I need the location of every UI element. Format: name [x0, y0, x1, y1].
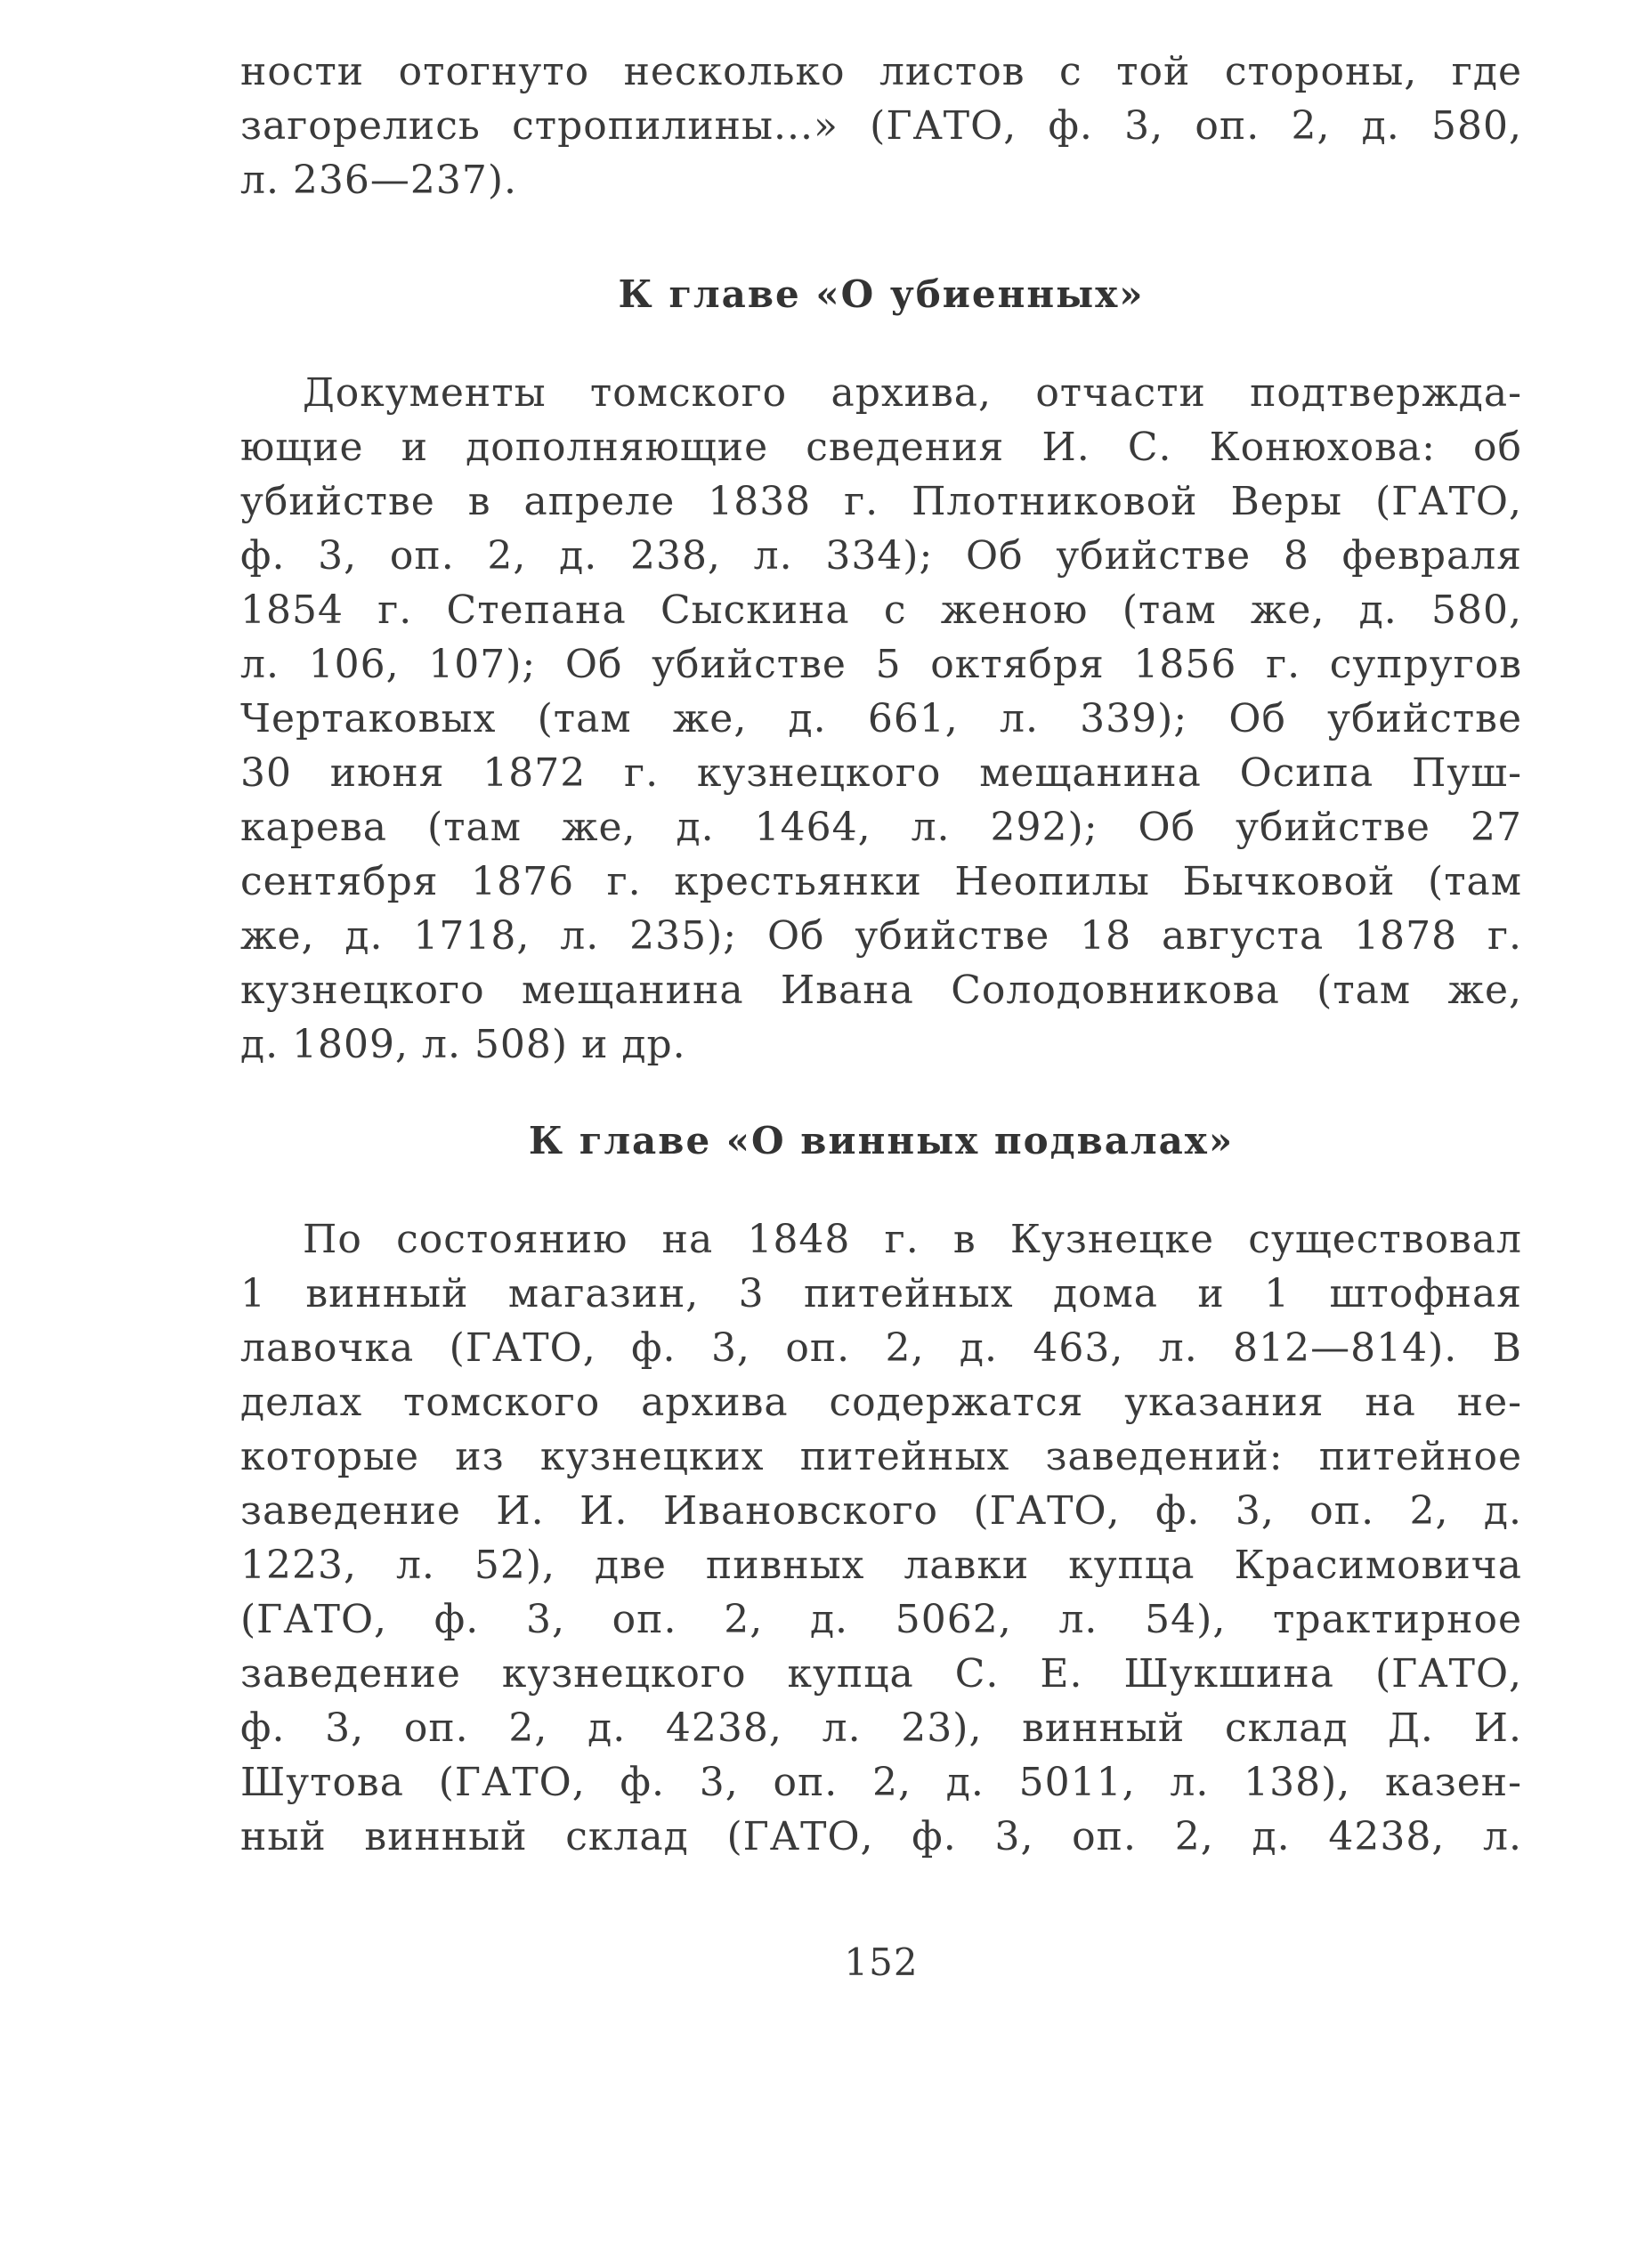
text-line: ности отогнуто несколько листов с той стороны, где	[240, 49, 1522, 94]
text-line: 30 июня 1872 г. кузнецкого мещанина Осипа Пуш-	[240, 750, 1522, 796]
text-line: По состоянию на 1848 г. в Кузнецке существовал	[303, 1217, 1522, 1262]
text-line: которые из кузнецких питейных заведений: питейное	[240, 1434, 1522, 1479]
text-line: лавочка (ГАТО, ф. 3, оп. 2, д. 463, л. 812—814). В	[240, 1325, 1522, 1371]
text-line: заведение И. И. Ивановского (ГАТО, ф. 3, оп. 2, д.	[240, 1488, 1522, 1534]
section-heading-cellars: К главе «О винных подвалах»	[528, 1119, 1235, 1162]
paragraph-cellars	[240, 1212, 1522, 1864]
text-line: сентября 1876 г. крестьянки Неопилы Бычковой (там	[240, 859, 1522, 904]
text-line: кузнецкого мещанина Ивана Солодовникова (там же,	[240, 968, 1522, 1013]
paragraph-killed	[240, 366, 1522, 1072]
text-line: ный винный склад (ГАТО, ф. 3, оп. 2, д. 4238, л.	[240, 1814, 1522, 1859]
text-line: д. 1809, л. 508) и др.	[240, 1022, 686, 1067]
text-line: 1223, л. 52), две пивных лавки купца Красимовича	[240, 1543, 1522, 1588]
text-line: заведение кузнецкого купца С. Е. Шукшина (ГАТО,	[240, 1651, 1522, 1697]
text-line: карева (там же, д. 1464, л. 292); Об убийстве 27	[240, 805, 1522, 850]
text-line: ф. 3, оп. 2, д. 4238, л. 23), винный склад Д. И.	[240, 1705, 1522, 1751]
text-line: л. 236—237).	[240, 158, 518, 203]
intro-paragraph	[240, 45, 1522, 207]
text-line: ющие и дополняющие сведения И. С. Конюхова: об	[240, 425, 1522, 470]
text-line: загорелись стропилины...» (ГАТО, ф. 3, оп. 2, д. 580,	[240, 103, 1522, 149]
text-line: убийстве в апреле 1838 г. Плотниковой Веры (ГАТО,	[240, 479, 1522, 524]
text-line: л. 106, 107); Об убийстве 5 октября 1856 г. супругов	[240, 642, 1522, 687]
text-line: делах томского архива содержатся указания на не-	[240, 1380, 1522, 1425]
page-number: 152	[844, 1940, 919, 1984]
text-line: Шутова (ГАТО, ф. 3, оп. 2, д. 5011, л. 138), казен-	[240, 1760, 1522, 1805]
text-line: Чертаковых (там же, д. 661, л. 339); Об убийстве	[240, 696, 1522, 741]
text-line: 1 винный магазин, 3 питейных дома и 1 штофная	[240, 1271, 1522, 1316]
text-line: ф. 3, оп. 2, д. 238, л. 334); Об убийстве 8 февраля	[240, 533, 1522, 579]
text-line: же, д. 1718, л. 235); Об убийстве 18 августа 1878 г.	[240, 913, 1522, 959]
text-line: (ГАТО, ф. 3, оп. 2, д. 5062, л. 54), трактирное	[240, 1597, 1522, 1642]
text-line: 1854 г. Степана Сыскина с женою (там же, д. 580,	[240, 587, 1522, 633]
text-line: Документы томского архива, отчасти подтвержда-	[303, 370, 1522, 416]
book-page	[240, 45, 1522, 1984]
section-heading-killed: К главе «О убиенных»	[618, 272, 1145, 316]
